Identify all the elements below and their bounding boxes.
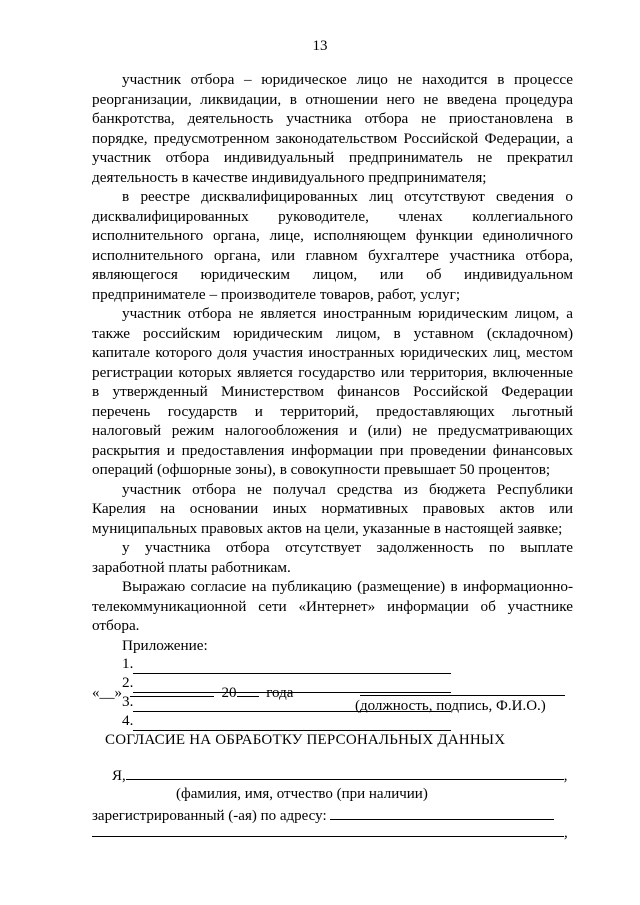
attachment-line[interactable] bbox=[122, 655, 573, 674]
attachment-number: 2. bbox=[122, 674, 134, 691]
address-continuation-blank bbox=[92, 822, 564, 837]
date-month-blank bbox=[130, 682, 214, 697]
date-year-blank bbox=[237, 682, 259, 697]
date-year-suffix: года bbox=[266, 685, 294, 701]
consent-title: СОГЛАСИЕ НА ОБРАБОТКУ ПЕРСОНАЛЬНЫХ ДАННЫХ bbox=[105, 732, 506, 748]
paragraph-foreign-entity: участник отбора не является иностранным юридическим лицом, а также российским юридическим лицом, в уставном (складочном) капитале которого доля участия иностранных юридических лиц, местом регистрации которых является государство или территория, включенные в утвержденный Министерством финансов Российской Федерации перечень государств и территорий, предоставляющих льготный налоговый режим налогообложения и (или) не предусматривающих раскрытия и предоставления информации при проведении финансовых операций (офшорные зоны), в совокупности превышает 50 процентов; bbox=[92, 305, 573, 478]
fio-row[interactable] bbox=[112, 765, 568, 785]
fio-blank bbox=[126, 765, 564, 780]
fio-caption: (фамилия, имя, отчество (при наличии) bbox=[176, 786, 428, 802]
address-continuation-row[interactable] bbox=[92, 822, 568, 842]
paragraph-budget-funds: участник отбора не получал средства из бюджета Республики Карелия на основании иных нормативных правовых актов или муниципальных правовых актов на цели, указанные в настоящей заявке; bbox=[92, 480, 573, 537]
address-blank bbox=[330, 805, 554, 820]
paragraph-publication-consent: Выражаю согласие на публикацию (размещение) в информационно-телекоммуникационной сети «Интернет» информации об участнике отбора. bbox=[92, 578, 573, 634]
ya-label: Я, bbox=[112, 768, 126, 784]
attachment-number: 3. bbox=[122, 693, 134, 710]
date-row[interactable] bbox=[92, 682, 293, 702]
page-number: 13 bbox=[312, 38, 328, 54]
registered-label: зарегистрированный (-ая) по адресу: bbox=[92, 808, 327, 824]
attachment-number: 4. bbox=[122, 712, 134, 729]
attachment-number: 1. bbox=[122, 655, 134, 672]
paragraph-disqualified-registry: в реестре дисквалифицированных лиц отсутствуют сведения о дисквалифицированных руководителе, членах коллегиального исполнительного органа, лице, исполняющем функции единоличного исполнительного органа, или главном бухгалтере участника отбора, являющегося юридическим лицом, или об индивидуальном предпринимателе – производителе товаров, работ, услуг; bbox=[92, 188, 573, 303]
fio-comma: , bbox=[563, 768, 568, 784]
address-end-comma: , bbox=[564, 825, 568, 841]
date-year-prefix: 20 bbox=[221, 685, 237, 701]
attachment-blank bbox=[133, 659, 451, 674]
attachment-blank bbox=[133, 716, 451, 731]
signature-caption: (должность, подпись, Ф.И.О.) bbox=[355, 698, 546, 714]
signature-line[interactable] bbox=[360, 695, 565, 696]
attachments-label: Приложение: bbox=[122, 636, 208, 654]
paragraph-reorganization: участник отбора – юридическое лицо не находится в процессе реорганизации, ликвидации, в отношении него не введена процедура банкротства, деятельность участника отбора не приостановлена в порядке, предусмотренном законодательством Российской Федерации, а участник отбора индивидуальный предприниматель не прекратил деятельность в качестве индивидуального предпринимателя; bbox=[92, 71, 573, 186]
document-body bbox=[92, 70, 573, 731]
paragraph-wage-arrears: у участника отбора отсутствует задолженность по выплате заработной платы работникам. bbox=[92, 539, 573, 576]
date-day: «__» bbox=[92, 685, 122, 701]
